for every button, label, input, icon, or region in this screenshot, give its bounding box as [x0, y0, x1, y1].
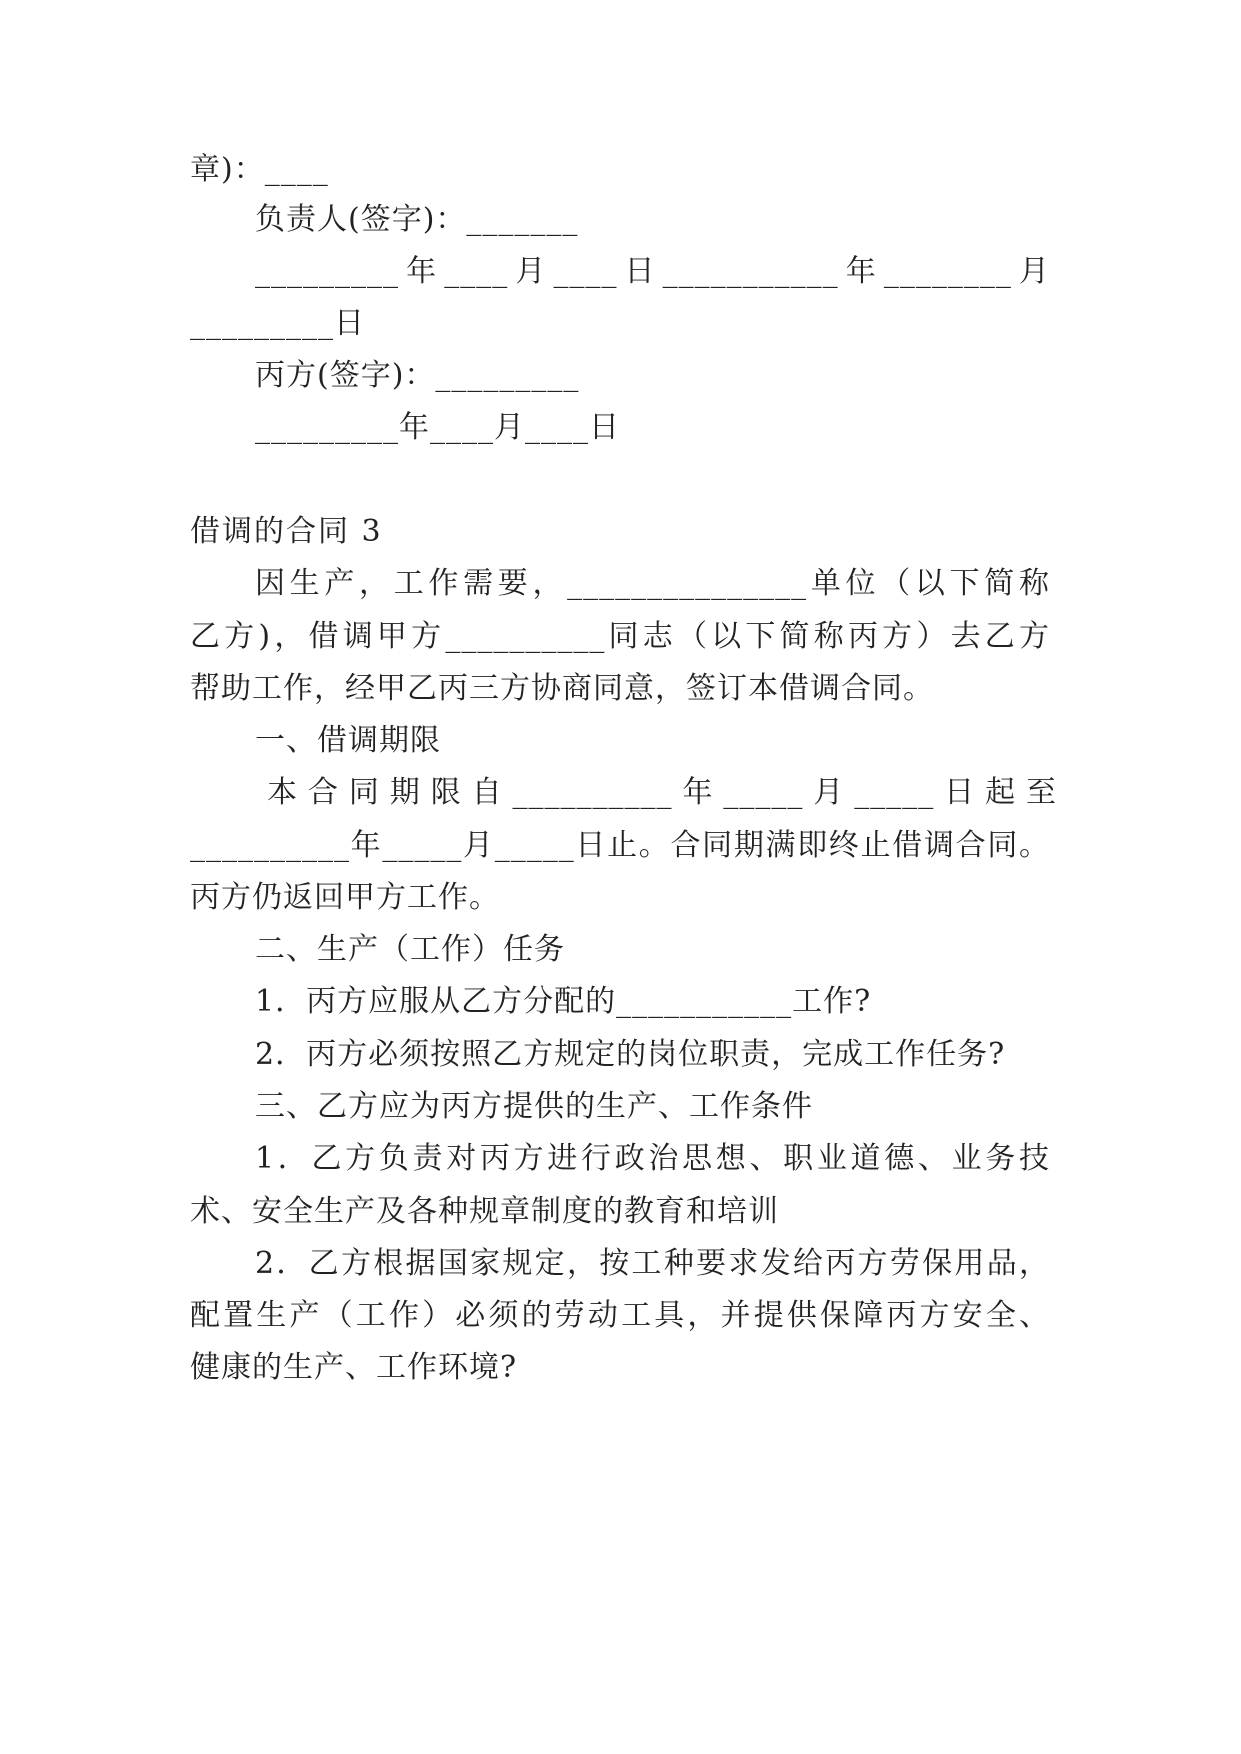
- clause-heading: 二、生产（工作）任务: [255, 932, 565, 967]
- paragraph-line: 帮助工作，经甲乙丙三方协商同意，签订本借调合同。: [190, 671, 934, 706]
- clause-item: 1．乙方负责对丙方进行政治思想、职业道德、业务技: [255, 1141, 1050, 1176]
- paragraph-line: 本合同期限自__________年_____月_____日起至: [267, 775, 1057, 810]
- date-day-line: _________日: [190, 306, 365, 341]
- clause-item: 2．丙方必须按照乙方规定的岗位职责，完成工作任务?: [255, 1037, 1006, 1072]
- paragraph-line: 丙方仍返回甲方工作。: [190, 880, 500, 915]
- clause-item: 1．丙方应服从乙方分配的___________工作?: [255, 984, 872, 1019]
- paragraph-line: 乙方)，借调甲方__________同志（以下简称丙方）去乙方: [190, 619, 1050, 654]
- party-c-date-line: _________年____月____日: [255, 410, 620, 445]
- section-title: 借调的合同 3: [190, 514, 383, 549]
- date-line: _________年____月____日___________年________月: [255, 254, 1050, 289]
- paragraph-line: 因生产，工作需要，_______________单位（以下简称: [255, 566, 1050, 601]
- clause-heading: 一、借调期限: [255, 723, 441, 758]
- responsible-person-signature: 负责人(签字)：_______: [255, 202, 579, 237]
- party-c-signature: 丙方(签字)：_________: [255, 358, 580, 393]
- signature-seal-line: 章)：____: [190, 152, 329, 187]
- paragraph-line: __________年_____月_____日止。合同期满即终止借调合同。: [190, 828, 1050, 863]
- clause-heading: 三、乙方应为丙方提供的生产、工作条件: [255, 1089, 813, 1124]
- clause-item: 2．乙方根据国家规定，按工种要求发给丙方劳保用品，: [255, 1246, 1050, 1281]
- paragraph-line: 健康的生产、工作环境?: [190, 1350, 518, 1385]
- paragraph-line: 配置生产（工作）必须的劳动工具，并提供保障丙方安全、: [190, 1298, 1050, 1333]
- paragraph-line: 术、安全生产及各种规章制度的教育和培训: [190, 1194, 779, 1229]
